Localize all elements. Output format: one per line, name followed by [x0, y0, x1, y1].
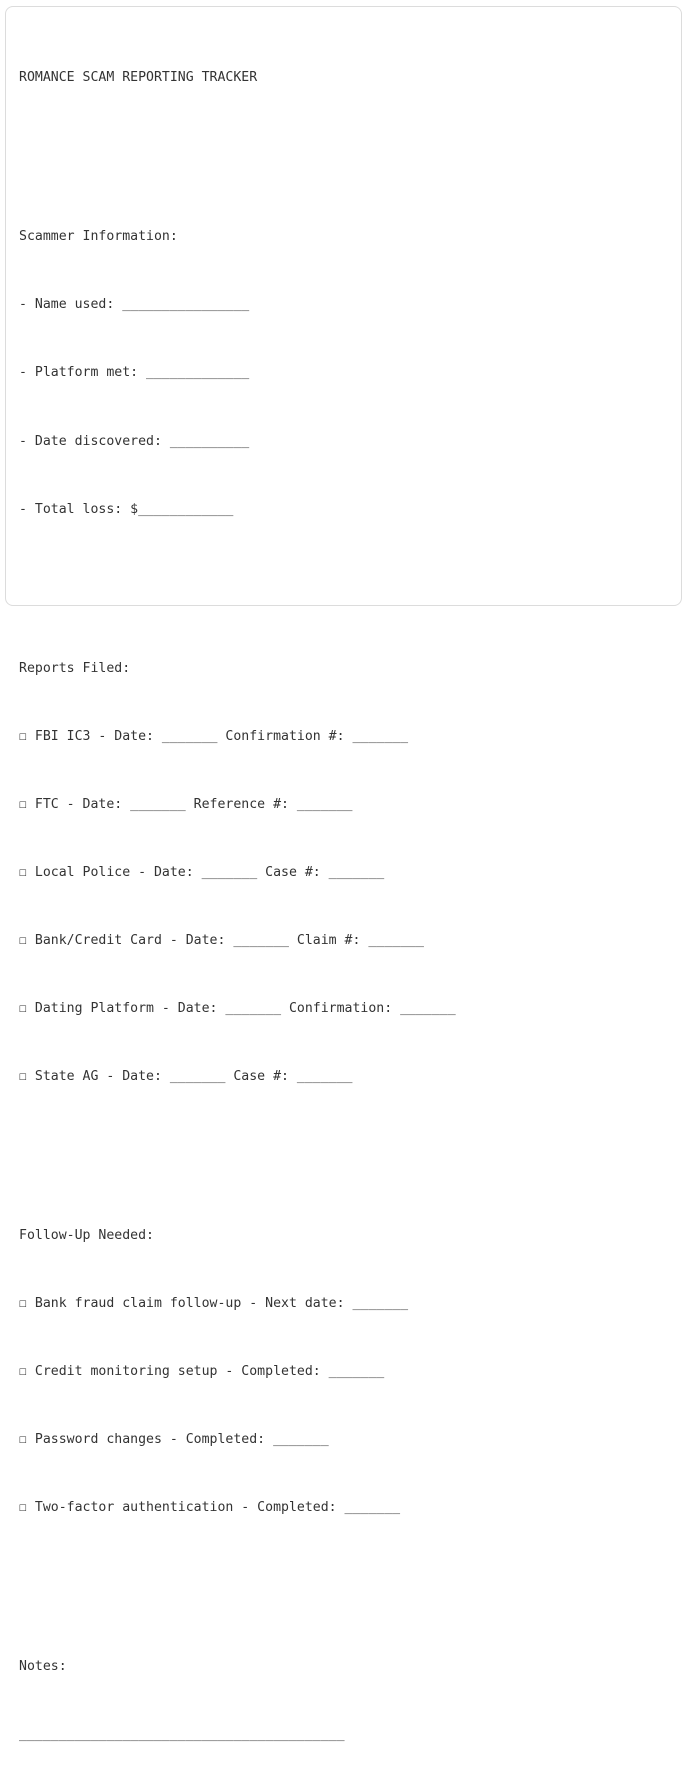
notes-line: _________________________________________ [19, 1727, 345, 1743]
report-item-state-ag: ☐ State AG - Date: _______ Case #: _______ [19, 1069, 353, 1085]
scammer-loss-field: - Total loss: $____________ [19, 501, 234, 517]
document-title: ROMANCE SCAM REPORTING TRACKER [19, 70, 258, 86]
report-item-dating-platform: ☐ Dating Platform - Date: _______ Confirmation: _______ [19, 1001, 456, 1017]
scammer-name-field: - Name used: ________________ [19, 297, 250, 313]
followup-heading: Follow-Up Needed: [19, 1228, 154, 1244]
document-card [5, 6, 682, 1743]
spacer [19, 136, 456, 159]
followup-item-password: ☐ Password changes - Completed: _______ [19, 1432, 329, 1448]
spacer [19, 567, 456, 590]
scammer-date-field: - Date discovered: __________ [19, 433, 250, 449]
spacer [19, 1565, 456, 1588]
report-item-fbi: ☐ FBI IC3 - Date: _______ Confirmation #: _______ [19, 728, 409, 744]
followup-item-2fa: ☐ Two-factor authentication - Completed: _______ [19, 1500, 401, 1516]
notes-heading: Notes: [19, 1659, 67, 1675]
report-item-bank: ☐ Bank/Credit Card - Date: _______ Claim #: _______ [19, 932, 424, 948]
scammer-info-heading: Scammer Information: [19, 229, 178, 245]
report-item-local-police: ☐ Local Police - Date: _______ Case #: _______ [19, 864, 385, 880]
report-item-ftc: ☐ FTC - Date: _______ Reference #: _______ [19, 796, 353, 812]
spacer [19, 1134, 456, 1157]
scammer-platform-field: - Platform met: _____________ [19, 365, 250, 381]
reports-filed-heading: Reports Filed: [19, 660, 131, 676]
followup-item-credit-monitoring: ☐ Credit monitoring setup - Completed: _______ [19, 1364, 385, 1380]
followup-item-bank-claim: ☐ Bank fraud claim follow-up - Next date: _______ [19, 1296, 409, 1312]
document-body [19, 22, 456, 1792]
